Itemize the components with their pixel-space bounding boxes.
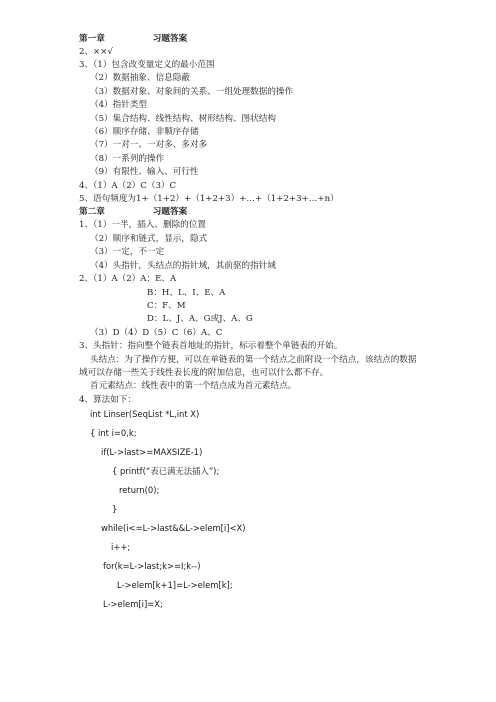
ch2-q3-line: 域可以存储一些关于线性表长度的附加信息，也可以什么都不存。 — [79, 368, 329, 378]
code-line: i++; — [111, 542, 131, 552]
ch2-q1-line: （3）一定，不一定 — [90, 247, 165, 257]
ch1-q3-line: （5）集合结构、线性结构、树形结构、图状结构 — [90, 114, 276, 124]
ch2-q3-line: 3、头指针：指向整个链表首地址的指针，标示着整个单链表的开始。 — [79, 341, 343, 351]
ch1-q3-line: （9）有限性、输入、可行性 — [90, 167, 199, 177]
ch1-q4: 4、（1）A（2）C（3）C — [79, 181, 177, 191]
code-line: if(L->last>=MAXSIZE-1) — [101, 447, 203, 457]
chapter1-title: 第一章 — [79, 34, 105, 44]
chapter1-heading — [79, 34, 187, 45]
ch2-q1-line: （4）头指针，头结点的指针域，其前驱的指针域 — [90, 261, 276, 271]
code-line: } — [112, 504, 118, 514]
ch2-q2-line: C：F、M — [147, 301, 186, 311]
chapter1-subtitle: 习题答案 — [152, 34, 188, 44]
ch1-q3-line: （7）一对一、一对多、多对多 — [90, 140, 208, 150]
ch2-q2-line: B：H、L、I、E、A — [147, 288, 226, 298]
ch2-q4: 4、算法如下： — [79, 395, 137, 405]
code-line: for(k=L->last;k>=I;k--) — [103, 561, 201, 571]
ch2-q2-line: D：L、J、A、G或J、A、G — [147, 314, 253, 324]
ch1-q3-line: （3）数据对象、对象间的关系、一组处理数据的操作 — [90, 87, 294, 97]
ch1-q2: 2、××√ — [79, 47, 113, 57]
ch2-q3-line: 首元素结点：线性表中的第一个结点成为首元素结点。 — [90, 381, 297, 391]
ch2-q2-line: 2、（1）A（2）A：E、A — [79, 274, 177, 284]
ch1-q3-line: （6）顺序存储、非顺序存储 — [90, 127, 199, 137]
chapter2-heading — [79, 207, 187, 218]
code-line: int Linser(SeqList *L,int X) — [90, 409, 200, 419]
ch2-q2-line: （3）D（4）D（5）C（6）A、C — [90, 328, 223, 338]
code-line: L->elem[k+1]=L->elem[k]; — [117, 580, 233, 590]
ch1-q3-line: （2）数据抽象、信息隐蔽 — [90, 73, 190, 83]
code-line: { printf(“表已满无法插入”); — [112, 466, 220, 476]
ch2-q3-line: 头结点：为了操作方便，可以在单链表的第一个结点之前附设一个结点，该结点的数据 — [90, 355, 417, 365]
code-line: { int i=0,k; — [90, 428, 137, 438]
code-line: L->elem[i]=X; — [103, 599, 163, 609]
chapter2-subtitle: 习题答案 — [152, 207, 188, 217]
ch2-q1-line: 1、（1）一半，插入、删除的位置 — [79, 220, 206, 230]
code-line: while(i<=L->last&&L->elem[i]<X) — [101, 523, 246, 533]
ch1-q3-line: （8）一系列的操作 — [90, 154, 165, 164]
chapter2-title: 第二章 — [79, 207, 105, 217]
ch2-q1-line: （2）顺序和链式，显示，隐式 — [90, 234, 208, 244]
ch1-q3-line: 3、（1）包含改变量定义的最小范围 — [79, 60, 215, 70]
ch1-q3-line: （4）指针类型 — [90, 100, 148, 110]
ch1-q5: 5、语句频度为1+（1+2）+（1+2+3）+…+（1+2+3+…+n） — [79, 194, 339, 204]
code-line: return(0); — [119, 485, 160, 495]
